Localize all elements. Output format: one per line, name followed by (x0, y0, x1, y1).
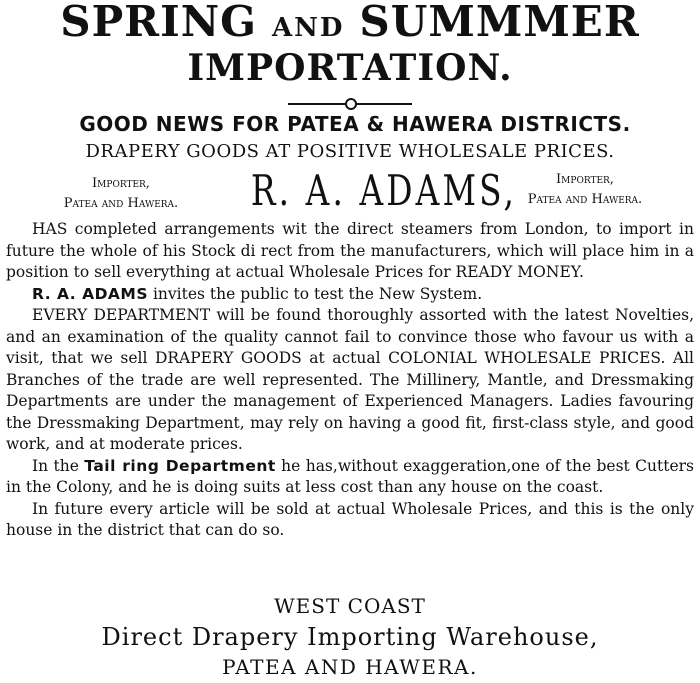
paragraph-future: In future every article will be sold at actual Wholesale Prices, and this is the only house in the district that can do so. (6, 499, 694, 539)
footer-locations: PATEA AND HAWERA. (222, 655, 478, 679)
merchant-name: R. A. ADAMS, (250, 166, 518, 215)
importer-left (6, 174, 236, 214)
headline-importation: IMPORTATION. (187, 47, 513, 89)
importer-right-location: Patea and Hawera. (527, 192, 643, 207)
headline-and: AND (271, 13, 345, 43)
ornamental-rule-dot (345, 98, 357, 110)
good-news-heading: GOOD NEWS FOR PATEA & HAWERA DISTRICTS. (79, 112, 631, 136)
footer-west-coast: WEST COAST (274, 594, 426, 618)
paragraph-new-system (6, 284, 694, 306)
footer-warehouse: Direct Drapery Importing Warehouse, (101, 623, 599, 651)
importer-right-title: Importer, (556, 172, 614, 187)
tailoring-department: Tail ring Department (84, 456, 276, 475)
advertisement-body (6, 219, 694, 542)
merchant-name-inline: R. A. ADAMS (32, 284, 149, 303)
paragraph-arrangements: HAS completed arrangements wit the direct steamers from London, to import in future the whole of his Stock di rect from the manufacturers, which will place him in a position to sell everything at actual Wholesale Prices for READY MONEY. (6, 220, 694, 281)
importer-left-title: Importer, (92, 176, 150, 191)
wholesale-prices-heading: DRAPERY GOODS AT POSITIVE WHOLESALE PRICES. (85, 141, 615, 162)
headline-spring: SPRING (60, 0, 257, 46)
headline-summer: SUMMMER (359, 0, 640, 46)
tailoring-intro: In the (32, 456, 85, 475)
importer-left-location: Patea and Hawera. (63, 196, 179, 211)
paragraph-tailoring (6, 456, 694, 499)
paragraph-departments: EVERY DEPARTMENT will be found thoroughly assorted with the latest Novelties, and an examination of the quality cannot fail to convince those who favour us with a visit, that we sell DRAPERY GOODS at actual COLONIAL WHOLESALE PRICES. All Branches of the trade are well represented. The Millinery, Mantle, and Dressmaking Departments are under the management of Experienced Managers. Ladies favouring the Dressmaking Department, may rely on having a good fit, first-class style, and good work, and at moderate prices. (6, 306, 694, 453)
importer-right (470, 170, 700, 210)
new-system-text: invites the public to test the New System. (148, 284, 483, 303)
tailoring-text: he has,without exaggeration,one of the best Cutters in the Colony, and he is doing suits at less cost than any house on the coast. (6, 456, 694, 496)
headline-spring-summer (0, 0, 700, 50)
